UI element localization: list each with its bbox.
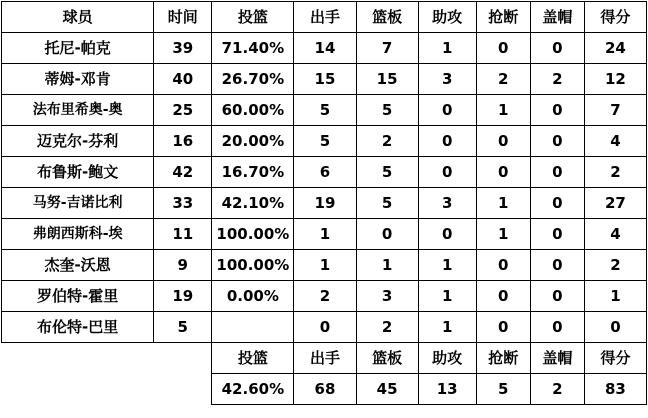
cell-steals: 1 xyxy=(476,188,530,219)
cell-blocks: 0 xyxy=(530,281,584,312)
cell-points: 4 xyxy=(584,126,646,157)
column-header-minutes: 时间 xyxy=(154,2,212,33)
cell-blocks: 2 xyxy=(530,64,584,95)
spacer-cell-player-totals xyxy=(2,374,154,405)
cell-assists: 1 xyxy=(418,312,476,343)
totals-header-attempts: 出手 xyxy=(294,343,356,374)
cell-steals: 0 xyxy=(476,281,530,312)
cell-fg: 16.70% xyxy=(212,157,294,188)
cell-points: 7 xyxy=(584,95,646,126)
cell-steals: 1 xyxy=(476,219,530,250)
cell-points: 24 xyxy=(584,33,646,64)
cell-minutes: 19 xyxy=(154,281,212,312)
totals-row xyxy=(2,374,647,405)
stats-sheet xyxy=(0,1,648,418)
cell-assists: 0 xyxy=(418,157,476,188)
cell-blocks: 0 xyxy=(530,157,584,188)
table-row xyxy=(2,64,647,95)
total-fg: 42.60% xyxy=(212,374,294,405)
cell-rebounds: 2 xyxy=(356,126,418,157)
column-header-points: 得分 xyxy=(584,2,646,33)
totals-header-points: 得分 xyxy=(584,343,646,374)
column-header-rebounds: 篮板 xyxy=(356,2,418,33)
totals-header-fg: 投篮 xyxy=(212,343,294,374)
cell-fg: 0.00% xyxy=(212,281,294,312)
table-row xyxy=(2,126,647,157)
cell-assists: 3 xyxy=(418,188,476,219)
cell-blocks: 0 xyxy=(530,188,584,219)
cell-fg: 60.00% xyxy=(212,95,294,126)
cell-attempts: 14 xyxy=(294,33,356,64)
cell-blocks: 0 xyxy=(530,33,584,64)
cell-fg xyxy=(212,312,294,343)
cell-minutes: 9 xyxy=(154,250,212,281)
spacer-cell-minutes-totals xyxy=(154,374,212,405)
table-row xyxy=(2,219,647,250)
cell-fg: 42.10% xyxy=(212,188,294,219)
totals-header-assists: 助攻 xyxy=(418,343,476,374)
table-row xyxy=(2,188,647,219)
cell-points: 2 xyxy=(584,250,646,281)
cell-player: 布鲁斯-鲍文 xyxy=(2,157,154,188)
cell-fg: 71.40% xyxy=(212,33,294,64)
cell-player: 罗伯特-霍里 xyxy=(2,281,154,312)
cell-minutes: 40 xyxy=(154,64,212,95)
cell-points: 4 xyxy=(584,219,646,250)
cell-blocks: 0 xyxy=(530,250,584,281)
cell-minutes: 5 xyxy=(154,312,212,343)
column-header-attempts: 出手 xyxy=(294,2,356,33)
cell-rebounds: 15 xyxy=(356,64,418,95)
cell-steals: 0 xyxy=(476,250,530,281)
table-header-row xyxy=(2,2,647,33)
cell-steals: 0 xyxy=(476,312,530,343)
cell-points: 2 xyxy=(584,157,646,188)
cell-assists: 3 xyxy=(418,64,476,95)
totals-header-row xyxy=(2,343,647,374)
cell-attempts: 2 xyxy=(294,281,356,312)
cell-rebounds: 1 xyxy=(356,250,418,281)
cell-assists: 0 xyxy=(418,219,476,250)
cell-rebounds: 0 xyxy=(356,219,418,250)
cell-player: 迈克尔-芬利 xyxy=(2,126,154,157)
cell-blocks: 0 xyxy=(530,312,584,343)
cell-fg: 100.00% xyxy=(212,250,294,281)
cell-rebounds: 2 xyxy=(356,312,418,343)
cell-steals: 0 xyxy=(476,157,530,188)
cell-blocks: 0 xyxy=(530,95,584,126)
cell-attempts: 6 xyxy=(294,157,356,188)
cell-attempts: 19 xyxy=(294,188,356,219)
cell-assists: 1 xyxy=(418,33,476,64)
cell-steals: 2 xyxy=(476,64,530,95)
total-attempts: 68 xyxy=(294,374,356,405)
cell-player: 蒂姆-邓肯 xyxy=(2,64,154,95)
cell-blocks: 0 xyxy=(530,219,584,250)
column-header-player: 球员 xyxy=(2,2,154,33)
total-blocks: 2 xyxy=(530,374,584,405)
cell-attempts: 15 xyxy=(294,64,356,95)
table-row xyxy=(2,33,647,64)
cell-attempts: 5 xyxy=(294,95,356,126)
total-assists: 13 xyxy=(418,374,476,405)
column-header-steals: 抢断 xyxy=(476,2,530,33)
cell-player: 托尼-帕克 xyxy=(2,33,154,64)
spacer-cell-player xyxy=(2,343,154,374)
cell-points: 12 xyxy=(584,64,646,95)
cell-points: 0 xyxy=(584,312,646,343)
cell-rebounds: 7 xyxy=(356,33,418,64)
cell-blocks: 0 xyxy=(530,126,584,157)
cell-minutes: 16 xyxy=(154,126,212,157)
cell-player: 法布里希奥-奥 xyxy=(2,95,154,126)
cell-attempts: 1 xyxy=(294,219,356,250)
cell-steals: 0 xyxy=(476,126,530,157)
cell-assists: 0 xyxy=(418,95,476,126)
cell-attempts: 0 xyxy=(294,312,356,343)
cell-minutes: 25 xyxy=(154,95,212,126)
cell-assists: 1 xyxy=(418,250,476,281)
cell-fg: 20.00% xyxy=(212,126,294,157)
cell-rebounds: 5 xyxy=(356,188,418,219)
total-rebounds: 45 xyxy=(356,374,418,405)
cell-rebounds: 5 xyxy=(356,157,418,188)
cell-minutes: 33 xyxy=(154,188,212,219)
cell-rebounds: 3 xyxy=(356,281,418,312)
spacer-cell-minutes xyxy=(154,343,212,374)
table-row xyxy=(2,281,647,312)
player-stats-table xyxy=(1,1,647,405)
cell-player: 马努-吉诺比利 xyxy=(2,188,154,219)
cell-player: 杰奎-沃恩 xyxy=(2,250,154,281)
cell-minutes: 11 xyxy=(154,219,212,250)
column-header-blocks: 盖帽 xyxy=(530,2,584,33)
column-header-assists: 助攻 xyxy=(418,2,476,33)
cell-points: 1 xyxy=(584,281,646,312)
cell-rebounds: 5 xyxy=(356,95,418,126)
table-row xyxy=(2,157,647,188)
table-row xyxy=(2,95,647,126)
totals-header-steals: 抢断 xyxy=(476,343,530,374)
cell-player: 布伦特-巴里 xyxy=(2,312,154,343)
cell-steals: 0 xyxy=(476,33,530,64)
cell-attempts: 1 xyxy=(294,250,356,281)
table-row xyxy=(2,312,647,343)
total-steals: 5 xyxy=(476,374,530,405)
cell-fg: 26.70% xyxy=(212,64,294,95)
cell-points: 27 xyxy=(584,188,646,219)
cell-fg: 100.00% xyxy=(212,219,294,250)
cell-assists: 1 xyxy=(418,281,476,312)
cell-player: 弗朗西斯科-埃 xyxy=(2,219,154,250)
cell-minutes: 42 xyxy=(154,157,212,188)
column-header-fg: 投篮 xyxy=(212,2,294,33)
totals-header-blocks: 盖帽 xyxy=(530,343,584,374)
cell-minutes: 39 xyxy=(154,33,212,64)
cell-attempts: 5 xyxy=(294,126,356,157)
cell-assists: 0 xyxy=(418,126,476,157)
cell-steals: 1 xyxy=(476,95,530,126)
totals-header-rebounds: 篮板 xyxy=(356,343,418,374)
table-row xyxy=(2,250,647,281)
total-points: 83 xyxy=(584,374,646,405)
